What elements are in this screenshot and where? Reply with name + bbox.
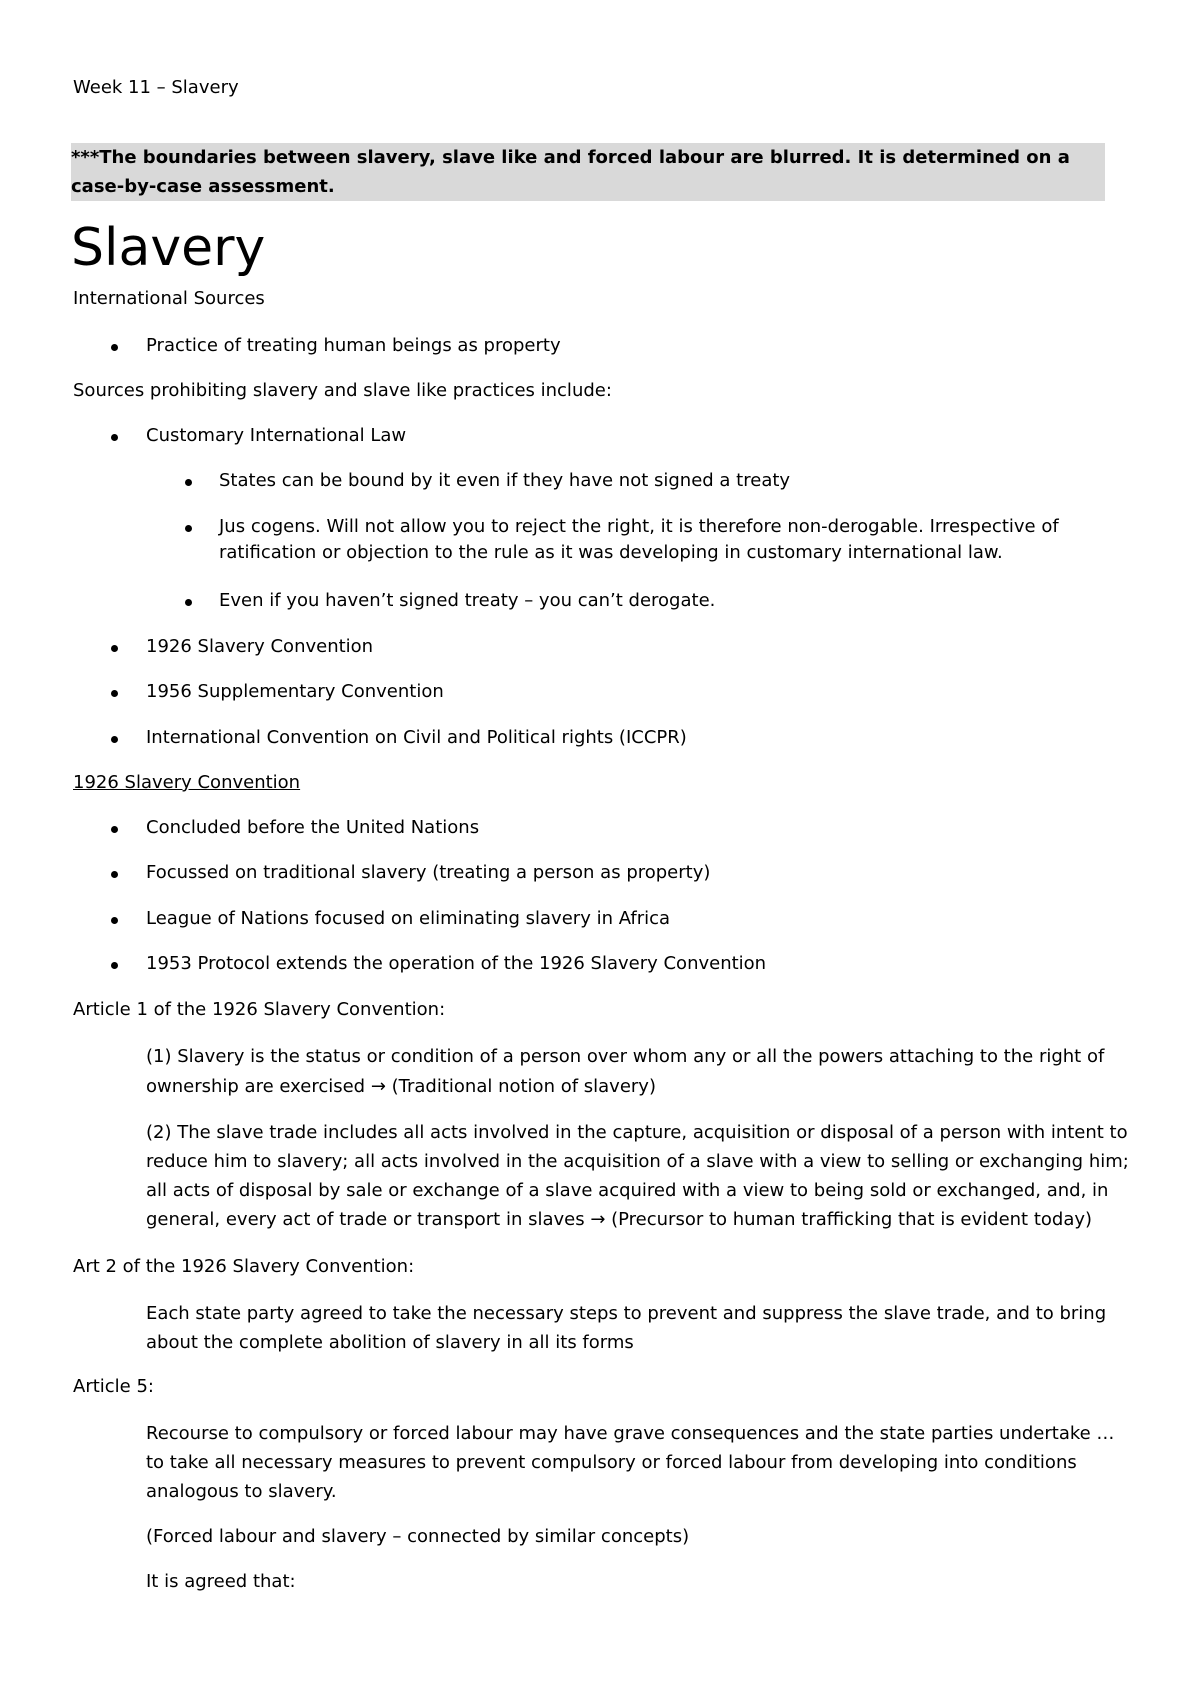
article5-heading: Article 5:	[73, 1376, 154, 1397]
article1-paragraph-1: (1) Slavery is the status or condition of a person over whom any or all the powers attaching to the right of ownership are exercised → (Traditional notion of slavery)	[146, 1046, 1105, 1097]
bullet-icon	[111, 917, 118, 924]
article1-paragraph-2: (2) The slave trade includes all acts involved in the capture, acquisition or disposal of a person with intent to reduce him to slavery; all acts involved in the acquisition of a slave with a view to selling or exchanging him; all acts of disposal by sale or exchange of a slave acquired with a view to being sold or exchanged, and, in general, every act of trade or transport in slaves → (Precursor to human trafficking that is evident today)	[146, 1122, 1129, 1230]
sources-intro: Sources prohibiting slavery and slave like practices include:	[73, 380, 612, 401]
page-header: Week 11 – Slavery	[73, 77, 239, 98]
section-title: Slavery	[71, 218, 266, 278]
bullet-icon	[111, 962, 118, 969]
agreed-line: It is agreed that:	[146, 1571, 296, 1592]
article5-paragraph: Recourse to compulsory or forced labour may have grave consequences and the state parties undertake … to take all necessary measures to prevent compulsory or forced labour from developing into conditions analogous to slavery.	[146, 1423, 1115, 1502]
list-item: Focussed on traditional slavery (treating a person as property)	[146, 862, 711, 883]
list-item: League of Nations focused on eliminating slavery in Africa	[146, 908, 671, 929]
bullet-icon	[111, 690, 118, 697]
sub-list-item: Even if you haven’t signed treaty – you can’t derogate.	[219, 590, 716, 611]
bullet-icon	[111, 645, 118, 652]
bullet-icon	[111, 736, 118, 743]
sub-list-item: Jus cogens. Will not allow you to reject the right, it is therefore non-derogable. Irrespective of ratification or objection to the rule as it was developing in customary international law.	[219, 516, 1059, 563]
list-item: 1956 Supplementary Convention	[146, 681, 444, 702]
bullet-icon	[185, 599, 192, 606]
bullet-icon	[111, 826, 118, 833]
list-item: 1953 Protocol extends the operation of the 1926 Slavery Convention	[146, 953, 767, 974]
list-item: International Convention on Civil and Political rights (ICCPR)	[146, 727, 687, 748]
subtitle: International Sources	[73, 288, 265, 309]
bullet-icon	[111, 871, 118, 878]
list-item: Concluded before the United Nations	[146, 817, 480, 838]
list-item: 1926 Slavery Convention	[146, 636, 374, 657]
section-heading-1926: 1926 Slavery Convention	[73, 772, 301, 793]
bullet-icon	[185, 525, 192, 532]
highlight-note	[71, 143, 1105, 201]
highlight-note-text: ***The boundaries between slavery, slave like and forced labour are blurred. It is determined on a case-by-case assessment.	[71, 147, 1070, 197]
list-item: Customary International Law	[146, 425, 407, 446]
bullet-icon	[111, 434, 118, 441]
list-item: Practice of treating human beings as property	[146, 335, 561, 356]
article5-note: (Forced labour and slavery – connected by similar concepts)	[146, 1526, 690, 1547]
article1-heading: Article 1 of the 1926 Slavery Convention:	[73, 999, 446, 1020]
art2-paragraph: Each state party agreed to take the necessary steps to prevent and suppress the slave trade, and to bring about the complete abolition of slavery in all its forms	[146, 1303, 1107, 1353]
sub-list-item: States can be bound by it even if they have not signed a treaty	[219, 470, 791, 491]
art2-heading: Art 2 of the 1926 Slavery Convention:	[73, 1256, 415, 1277]
bullet-icon	[185, 479, 192, 486]
bullet-icon	[111, 344, 118, 351]
